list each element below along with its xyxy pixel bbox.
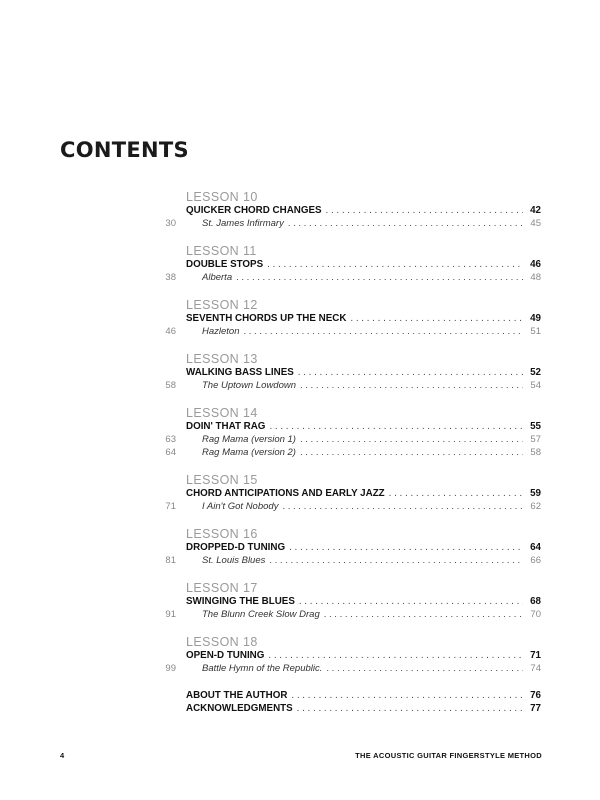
entry-line (186, 689, 541, 702)
song-number: 63 (165, 434, 176, 445)
song-title: I Ain't Got Nobody (202, 501, 279, 512)
lesson-label: LESSON 18 (186, 635, 258, 649)
dot-leader (300, 446, 523, 459)
chapter-entry[interactable] (0, 366, 600, 379)
song-entry[interactable] (0, 554, 600, 567)
dot-leader (297, 702, 523, 715)
chapter-entry[interactable] (0, 541, 600, 554)
chapter-title: WALKING BASS LINES (186, 367, 294, 378)
dot-leader (288, 217, 523, 230)
page-number: 62 (530, 501, 541, 512)
lesson-label: LESSON 16 (186, 527, 258, 541)
song-entry[interactable] (0, 325, 600, 338)
song-entry[interactable] (0, 446, 600, 459)
entry-line (186, 271, 541, 284)
song-number: 99 (165, 663, 176, 674)
song-entry[interactable] (0, 271, 600, 284)
entry-line (186, 420, 541, 433)
chapter-entry[interactable] (0, 487, 600, 500)
song-number: 46 (165, 326, 176, 337)
chapter-entry[interactable] (0, 258, 600, 271)
entry-line (186, 366, 541, 379)
footer-page-number: 4 (60, 751, 65, 760)
song-entry[interactable] (0, 433, 600, 446)
lesson-block (0, 473, 600, 513)
entry-line (186, 487, 541, 500)
song-number: 64 (165, 447, 176, 458)
song-title: St. James Infirmary (202, 218, 284, 229)
dot-leader (289, 541, 523, 554)
page-number: 66 (530, 555, 541, 566)
entry-line (186, 312, 541, 325)
chapter-title: ACKNOWLEDGMENTS (186, 703, 293, 714)
lesson-block (0, 527, 600, 567)
lesson-label: LESSON 11 (186, 244, 257, 258)
lesson-block (0, 352, 600, 392)
page-number: 54 (530, 380, 541, 391)
chapter-title: CHORD ANTICIPATIONS AND EARLY JAZZ (186, 488, 385, 499)
page-number: 51 (530, 326, 541, 337)
chapter-title: QUICKER CHORD CHANGES (186, 205, 322, 216)
song-number: 30 (165, 218, 176, 229)
song-entry[interactable] (0, 608, 600, 621)
dot-leader (298, 366, 523, 379)
chapter-entry[interactable] (0, 649, 600, 662)
song-title: St. Louis Blues (202, 555, 266, 566)
song-entry[interactable] (0, 662, 600, 675)
page-number: 45 (530, 218, 541, 229)
dot-leader (236, 271, 523, 284)
page-number: 74 (530, 663, 541, 674)
dot-leader (350, 312, 523, 325)
chapter-entry[interactable] (0, 420, 600, 433)
entry-line (186, 433, 541, 446)
dot-leader (326, 204, 523, 217)
song-title: Alberta (202, 272, 233, 283)
song-entry[interactable] (0, 500, 600, 513)
page-number: 52 (530, 367, 541, 378)
dot-leader (389, 487, 523, 500)
lesson-block (0, 406, 600, 459)
page-number: 48 (530, 272, 541, 283)
page-number: 57 (530, 434, 541, 445)
entry-line (186, 702, 541, 715)
entry-line (186, 608, 541, 621)
lesson-block (0, 298, 600, 338)
page-number: 46 (530, 259, 541, 270)
entry-line (186, 204, 541, 217)
song-number: 58 (165, 380, 176, 391)
entry-line (186, 541, 541, 554)
lesson-label: LESSON 12 (186, 298, 258, 312)
lesson-label: LESSON 10 (186, 190, 258, 204)
dot-leader (268, 649, 523, 662)
chapter-title: DROPPED-D TUNING (186, 542, 286, 553)
chapter-entry[interactable] (0, 702, 600, 715)
dot-leader (244, 325, 524, 338)
chapter-entry[interactable] (0, 689, 600, 702)
entry-line (186, 446, 541, 459)
chapter-title: OPEN-D TUNING (186, 650, 265, 661)
lesson-block (0, 581, 600, 621)
song-title: Battle Hymn of the Republic. (202, 663, 323, 674)
lesson-block (0, 244, 600, 284)
page-number: 70 (530, 609, 541, 620)
dot-leader (282, 500, 523, 513)
page-title: CONTENTS (60, 138, 189, 162)
dot-leader (326, 662, 523, 675)
table-of-contents (0, 190, 600, 715)
dot-leader (269, 554, 523, 567)
song-title: The Blunn Creek Slow Drag (202, 609, 320, 620)
lesson-label: LESSON 14 (186, 406, 258, 420)
page-number: 64 (530, 542, 541, 553)
lesson-label: LESSON 13 (186, 352, 258, 366)
lesson-label: LESSON 15 (186, 473, 258, 487)
song-entry[interactable] (0, 217, 600, 230)
song-title: Hazleton (202, 326, 240, 337)
page-number: 68 (530, 596, 541, 607)
song-title: Rag Mama (version 1) (202, 434, 296, 445)
entry-line (186, 649, 541, 662)
dot-leader (300, 379, 523, 392)
dot-leader (324, 608, 523, 621)
song-title: The Uptown Lowdown (202, 380, 296, 391)
dot-leader (267, 258, 523, 271)
lesson-block (0, 635, 600, 675)
dot-leader (300, 433, 523, 446)
song-number: 81 (165, 555, 176, 566)
entry-line (186, 258, 541, 271)
entry-line (186, 595, 541, 608)
entry-line (186, 500, 541, 513)
entry-line (186, 662, 541, 675)
chapter-title: SEVENTH CHORDS UP THE NECK (186, 313, 347, 324)
entry-line (186, 217, 541, 230)
chapter-entry[interactable] (0, 595, 600, 608)
chapter-title: DOIN' THAT RAG (186, 421, 266, 432)
song-title: Rag Mama (version 2) (202, 447, 296, 458)
page-number: 49 (530, 313, 541, 324)
dot-leader (291, 689, 523, 702)
chapter-title: SWINGING THE BLUES (186, 596, 295, 607)
entry-line (186, 554, 541, 567)
song-number: 91 (165, 609, 176, 620)
chapter-title: ABOUT THE AUTHOR (186, 690, 288, 701)
entry-line (186, 379, 541, 392)
page-number: 71 (530, 650, 541, 661)
song-entry[interactable] (0, 379, 600, 392)
chapter-entry[interactable] (0, 204, 600, 217)
page-number: 55 (530, 421, 541, 432)
page-number: 59 (530, 488, 541, 499)
back-matter (0, 689, 600, 715)
footer-book-title: THE ACOUSTIC GUITAR FINGERSTYLE METHOD (355, 751, 542, 760)
page-number: 58 (530, 447, 541, 458)
chapter-title: DOUBLE STOPS (186, 259, 264, 270)
lesson-block (0, 190, 600, 230)
entry-line (186, 325, 541, 338)
lesson-label: LESSON 17 (186, 581, 258, 595)
page-number: 42 (530, 205, 541, 216)
page-number: 76 (530, 690, 541, 701)
chapter-entry[interactable] (0, 312, 600, 325)
dot-leader (269, 420, 523, 433)
song-number: 71 (165, 501, 176, 512)
page-number: 77 (530, 703, 541, 714)
song-number: 38 (165, 272, 176, 283)
dot-leader (299, 595, 523, 608)
